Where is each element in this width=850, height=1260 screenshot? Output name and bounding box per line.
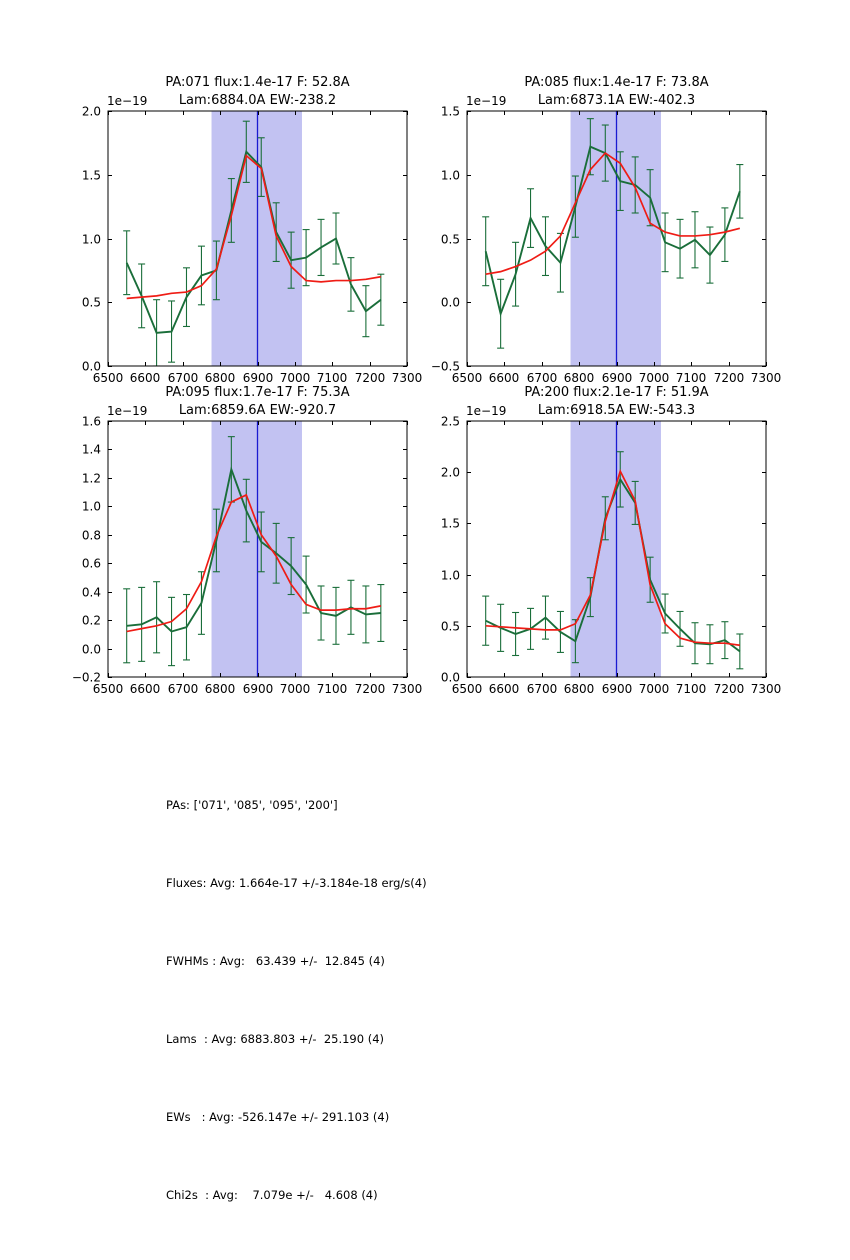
- y-tick-label: 0.0: [81, 359, 101, 374]
- subplot-pa071: [82, 75, 422, 385]
- x-tick-label: 7200: [354, 371, 386, 385]
- x-tick-label: 7200: [713, 682, 745, 696]
- y-tick-label: −0.2: [71, 670, 101, 685]
- x-tick-label: 6500: [92, 371, 124, 385]
- x-tick-label: 7100: [316, 371, 348, 385]
- y-tick-label: 0.5: [440, 232, 460, 247]
- subplot-title-line1: PA:200 flux:2.1e-17 F: 51.9A: [524, 385, 709, 400]
- axis-offset-label: 1e−19: [466, 94, 507, 108]
- y-tick-label: 1.6: [81, 414, 101, 429]
- y-tick-label: 0.4: [81, 585, 101, 600]
- y-tick-label: 0.5: [440, 619, 460, 634]
- x-tick-label: 6700: [526, 371, 558, 385]
- x-tick-label: 7300: [391, 682, 423, 696]
- summary-line-fwhms: FWHMs : Avg: 63.439 +/- 12.845 (4): [166, 954, 385, 968]
- x-tick-label: 6600: [129, 371, 161, 385]
- y-tick-label: 1.0: [440, 168, 460, 183]
- highlight-band: [571, 111, 661, 366]
- x-tick-label: 6800: [204, 371, 236, 385]
- subplot-title-line2: Lam:6873.1A EW:-402.3: [537, 93, 696, 108]
- y-tick-label: 2.5: [440, 414, 460, 429]
- y-tick-label: 0.8: [81, 528, 101, 543]
- highlight-band: [571, 421, 661, 677]
- x-tick-label: 6700: [526, 682, 558, 696]
- x-tick-label: 6900: [601, 682, 633, 696]
- x-tick-label: 7200: [354, 682, 386, 696]
- x-tick-label: 6900: [242, 682, 274, 696]
- x-tick-label: 6800: [563, 682, 595, 696]
- x-tick-label: 7000: [638, 682, 670, 696]
- y-tick-label: 0.0: [440, 295, 460, 310]
- x-tick-label: 7200: [713, 371, 745, 385]
- x-tick-label: 7000: [279, 371, 311, 385]
- y-tick-label: 0.0: [81, 642, 101, 657]
- highlight-band: [212, 421, 302, 677]
- y-tick-label: 1.0: [440, 568, 460, 583]
- y-tick-label: −0.5: [430, 359, 460, 374]
- x-tick-label: 6700: [167, 682, 199, 696]
- x-tick-label: 6900: [601, 371, 633, 385]
- y-tick-label: 1.5: [81, 168, 101, 183]
- subplot-pa095: [72, 385, 422, 696]
- axis-offset-label: 1e−19: [107, 404, 148, 418]
- y-tick-label: 0.6: [81, 556, 101, 571]
- subplot-pa200: [441, 385, 781, 696]
- y-tick-label: 1.2: [81, 471, 101, 486]
- x-tick-label: 7300: [750, 682, 782, 696]
- y-tick-label: 0.0: [440, 670, 460, 685]
- summary-line-lams: Lams : Avg: 6883.803 +/- 25.190 (4): [166, 1032, 385, 1046]
- y-tick-label: 1.5: [440, 516, 460, 531]
- y-tick-label: 0.5: [81, 295, 101, 310]
- x-tick-label: 6500: [92, 682, 124, 696]
- x-tick-label: 7100: [675, 682, 707, 696]
- x-tick-label: 7100: [316, 682, 348, 696]
- subplot-title-line2: Lam:6918.5A EW:-543.3: [537, 403, 696, 418]
- y-tick-label: 1.0: [81, 232, 101, 247]
- subplot-title-line2: Lam:6884.0A EW:-238.2: [178, 93, 337, 108]
- x-tick-label: 7000: [279, 682, 311, 696]
- x-tick-label: 6700: [167, 371, 199, 385]
- y-tick-label: 2.0: [81, 104, 101, 119]
- x-tick-label: 6600: [129, 682, 161, 696]
- subplot-pa085: [431, 75, 781, 385]
- axis-offset-label: 1e−19: [107, 94, 148, 108]
- subplot-title-line1: PA:071 flux:1.4e-17 F: 52.8A: [165, 75, 350, 90]
- axis-offset-label: 1e−19: [466, 404, 507, 418]
- subplot-title-line2: Lam:6859.6A EW:-920.7: [178, 403, 337, 418]
- summary-block: [166, 740, 427, 1260]
- y-tick-label: 1.5: [440, 104, 460, 119]
- summary-line-ews: EWs : Avg: -526.147e +/- 291.103 (4): [166, 1110, 390, 1124]
- x-tick-label: 6500: [451, 371, 483, 385]
- summary-line-chi2s: Chi2s : Avg: 7.079e +/- 4.608 (4): [166, 1188, 378, 1202]
- x-tick-label: 6600: [488, 682, 520, 696]
- x-tick-label: 7300: [391, 371, 423, 385]
- x-tick-label: 6800: [563, 371, 595, 385]
- x-tick-label: 6500: [451, 682, 483, 696]
- x-tick-label: 7100: [675, 371, 707, 385]
- x-tick-label: 6900: [242, 371, 274, 385]
- x-tick-label: 6600: [488, 371, 520, 385]
- subplot-title-line1: PA:085 flux:1.4e-17 F: 73.8A: [524, 75, 709, 90]
- y-tick-label: 1.0: [81, 499, 101, 514]
- x-tick-label: 6800: [204, 682, 236, 696]
- summary-line-pas: PAs: ['071', '085', '095', '200']: [166, 798, 338, 812]
- y-tick-label: 0.2: [81, 613, 101, 628]
- x-tick-label: 7300: [750, 371, 782, 385]
- x-tick-label: 7000: [638, 371, 670, 385]
- subplot-title-line1: PA:095 flux:1.7e-17 F: 75.3A: [165, 385, 350, 400]
- y-tick-label: 2.0: [440, 465, 460, 480]
- y-tick-label: 1.4: [81, 442, 101, 457]
- summary-line-fluxes: Fluxes: Avg: 1.664e-17 +/-3.184e-18 erg/s(4): [166, 876, 427, 890]
